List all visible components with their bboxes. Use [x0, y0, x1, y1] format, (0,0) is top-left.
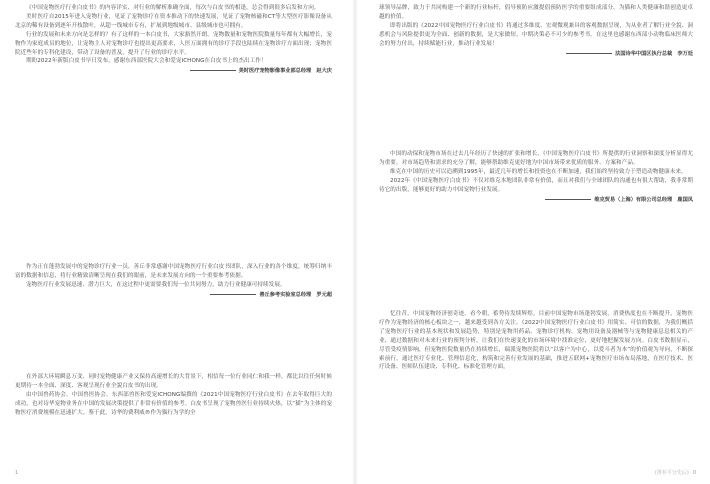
- paragraph: 2022年《中国宠物医疗白皮书》不仅对维克本地团队非常有价值，而且对我们与全球团队的沟通也有很大帮助，我非常期待它的出版，能够更好的助力中国宠物行业发展。: [379, 177, 693, 193]
- right-page: [355, 0, 710, 484]
- paragraph: 由中国兽药协会、中国兽医协会、东西部兽医和爱宠ICHONG编撰的《2021中国宠物医疗行业白皮书》在去年取得巨大的成功，也对诗华宠物业务在中国的发展决策提供了非常有价值的参考。白皮书呈现了宠物兽医行业持续火热，以“猫”为主体的宠物医疗消费规模在迅速扩大。鉴于此，诗华的费利威®作为猫行为学的全: [15, 391, 332, 416]
- paragraph: 美时医疗自2015年进入宠物行业，见证了宠物诊疗在资本推动下的快速发展，见证了宠物核磁和CT等大型医疗影像设备从北京的稀有设备到逐年开枝散叶，从超一线城市专有，扩展到地级城市、县级城市也可拥有。: [15, 13, 332, 29]
- paragraph: 中国的动保和宠物市场在过去几年经历了快速的扩张和增长，《中国宠物医疗白皮书》所提供的行业洞察和深度分析显得尤为重要。对市场趋势和需求的充分了解，能够帮助维克更好地为中国市场带来优质的服务、方案和产品。: [379, 151, 693, 166]
- signature-rule: [566, 53, 612, 54]
- paragraph: 期盼2022年新版白皮书早日发布，感谢东西部医院大会和爱宠ICHONG在白皮书上的杰出工作！: [26, 58, 267, 65]
- signature-rule: [190, 70, 236, 71]
- foreword-vic: [379, 150, 693, 204]
- page-number: 0: [692, 470, 696, 476]
- paragraph: 行业的发展和未来方向是怎样的？有了这样的一本白皮书，大家豁然开朗。宠物数量和宠物医院数量每年都有大幅增长，宠物作为家庭成员的地位，让宠物主人对宠物诊疗也提出更高要求，人医万面拥有的诊疗手段也陆续在宠物诊疗方面出现；宠物医院近些年的专科化建设，带动了设备的普及，提升了行业的诊疗水平。: [15, 31, 332, 56]
- signature: [379, 196, 693, 205]
- footer-tag: (推荐平分先后): [654, 470, 689, 476]
- paragraph: 球领导品牌，致力于共同构建一个新的行业标杆，倡导预防应激提倡预防医学的重要组成部分，为猫和人类健康和谐创造更卓越的价值。: [379, 5, 693, 20]
- foreword-virbac-left: [15, 373, 332, 418]
- foreword-shanqiu: [15, 263, 332, 299]
- signature-rule: [210, 294, 256, 295]
- paragraph: 作为正在蓬勃发展中的宠物诊疗行业一员，善丘非常感谢中国宠物医疗行业白皮书团队，深入行业的各个维度，统筹归纳丰富的数据和信息，将行业精致清晰呈现在我们的眼前，是未来发展方向的一个重要参考依据。: [15, 264, 332, 279]
- paragraph: 在外部大环境瞬息万变、同时宠物健康产业又保持高速增长的大背景下，相信每一位行业同仁和我一样，都比以往任何时候更期待一本全面、深度、客观呈现行业全貌白皮书的出现。: [15, 374, 332, 389]
- signature: [15, 291, 332, 300]
- signature-text: 美时医疗宠物影像事业部总经理 赵大庆: [238, 68, 332, 75]
- signature-text: 善丘参考实验室总经理 罗元超: [259, 291, 332, 298]
- signature-text: 法国诗华中国区执行总裁 李万廷: [615, 50, 693, 57]
- signature: [15, 67, 332, 76]
- foreword-virbac-right: [379, 4, 693, 58]
- paragraph: 《中国宠物医疗行业白皮书》的内容详实、对行业的解析准确全面，每次与白皮书的相逢，总会得到很多启发和方向。: [26, 5, 320, 11]
- paragraph: 即将出版的《2022中国宠物医疗行业白皮书》将通过多维度、宏观微观兼具的客观数据呈现，为从业者了解行业全貌、洞悉机会与风险提供更为全面、创新的数据，是大家做短、中期决策必不可少的参考书。在这里也感谢东西部小动物临床医师大会的努力付出，持续赋能行业，推动行业发展！: [379, 22, 693, 47]
- foreword-ruipai: [379, 310, 693, 372]
- paragraph: 宠物医疗行业发展迅速、潜力巨大，在这过程中更需要我们每一位共同努力，助力行业健康可持续发展。: [26, 281, 286, 288]
- paragraph: 忆往昔，中国宠物经济创奇迹。看今朝，蓄势待发续辉煌。目前中国宠物市场蓬勃发展，消费热度也在不断提升，宠物医疗作为宠物经济的核心板块之一，越来越受到各方关注。《2022中国宠物医疗行业白皮书》用简实、可信的数据，为我们概括了宠物医疗行业的基本现状和发展趋势，特别是宠物用药品、宠物诊疗机构、宠物用设备及器械等与宠物健康息息相关的产业，通过数据和对未来行业的预判分析，让我们在快速变化的市场环境中找准定位，更好地把握发展方向。白皮书数据显示，尽管受疫情影响，但宠物医院数量仍在持续增长，瑞派宠物医院将以“以客户为中心，以爱斗者为本”的价值观为导向，不断探索前行，通过医疗专业化、管理信息化，构筑和完善行业发展的基础，推进五联网+宠物医疗市场布局落地，在医疗技术、医疗设备、医师队伍建设、专科化、标准化管理方面，: [379, 311, 693, 371]
- foreword-meishi: [15, 4, 332, 76]
- signature: [379, 50, 693, 59]
- signature-text: 维克贸易（上海）有限公司总经理 鹿国凤: [594, 196, 693, 203]
- page-footer: [655, 469, 696, 476]
- signature-rule: [545, 199, 591, 200]
- page-number: 1: [15, 470, 19, 476]
- paragraph: 维克在中国的历史可以追溯到1995年，最近几年的增长和投资也在不断加速，我们始终坚持致力于塑造动物健康未来。: [390, 168, 687, 175]
